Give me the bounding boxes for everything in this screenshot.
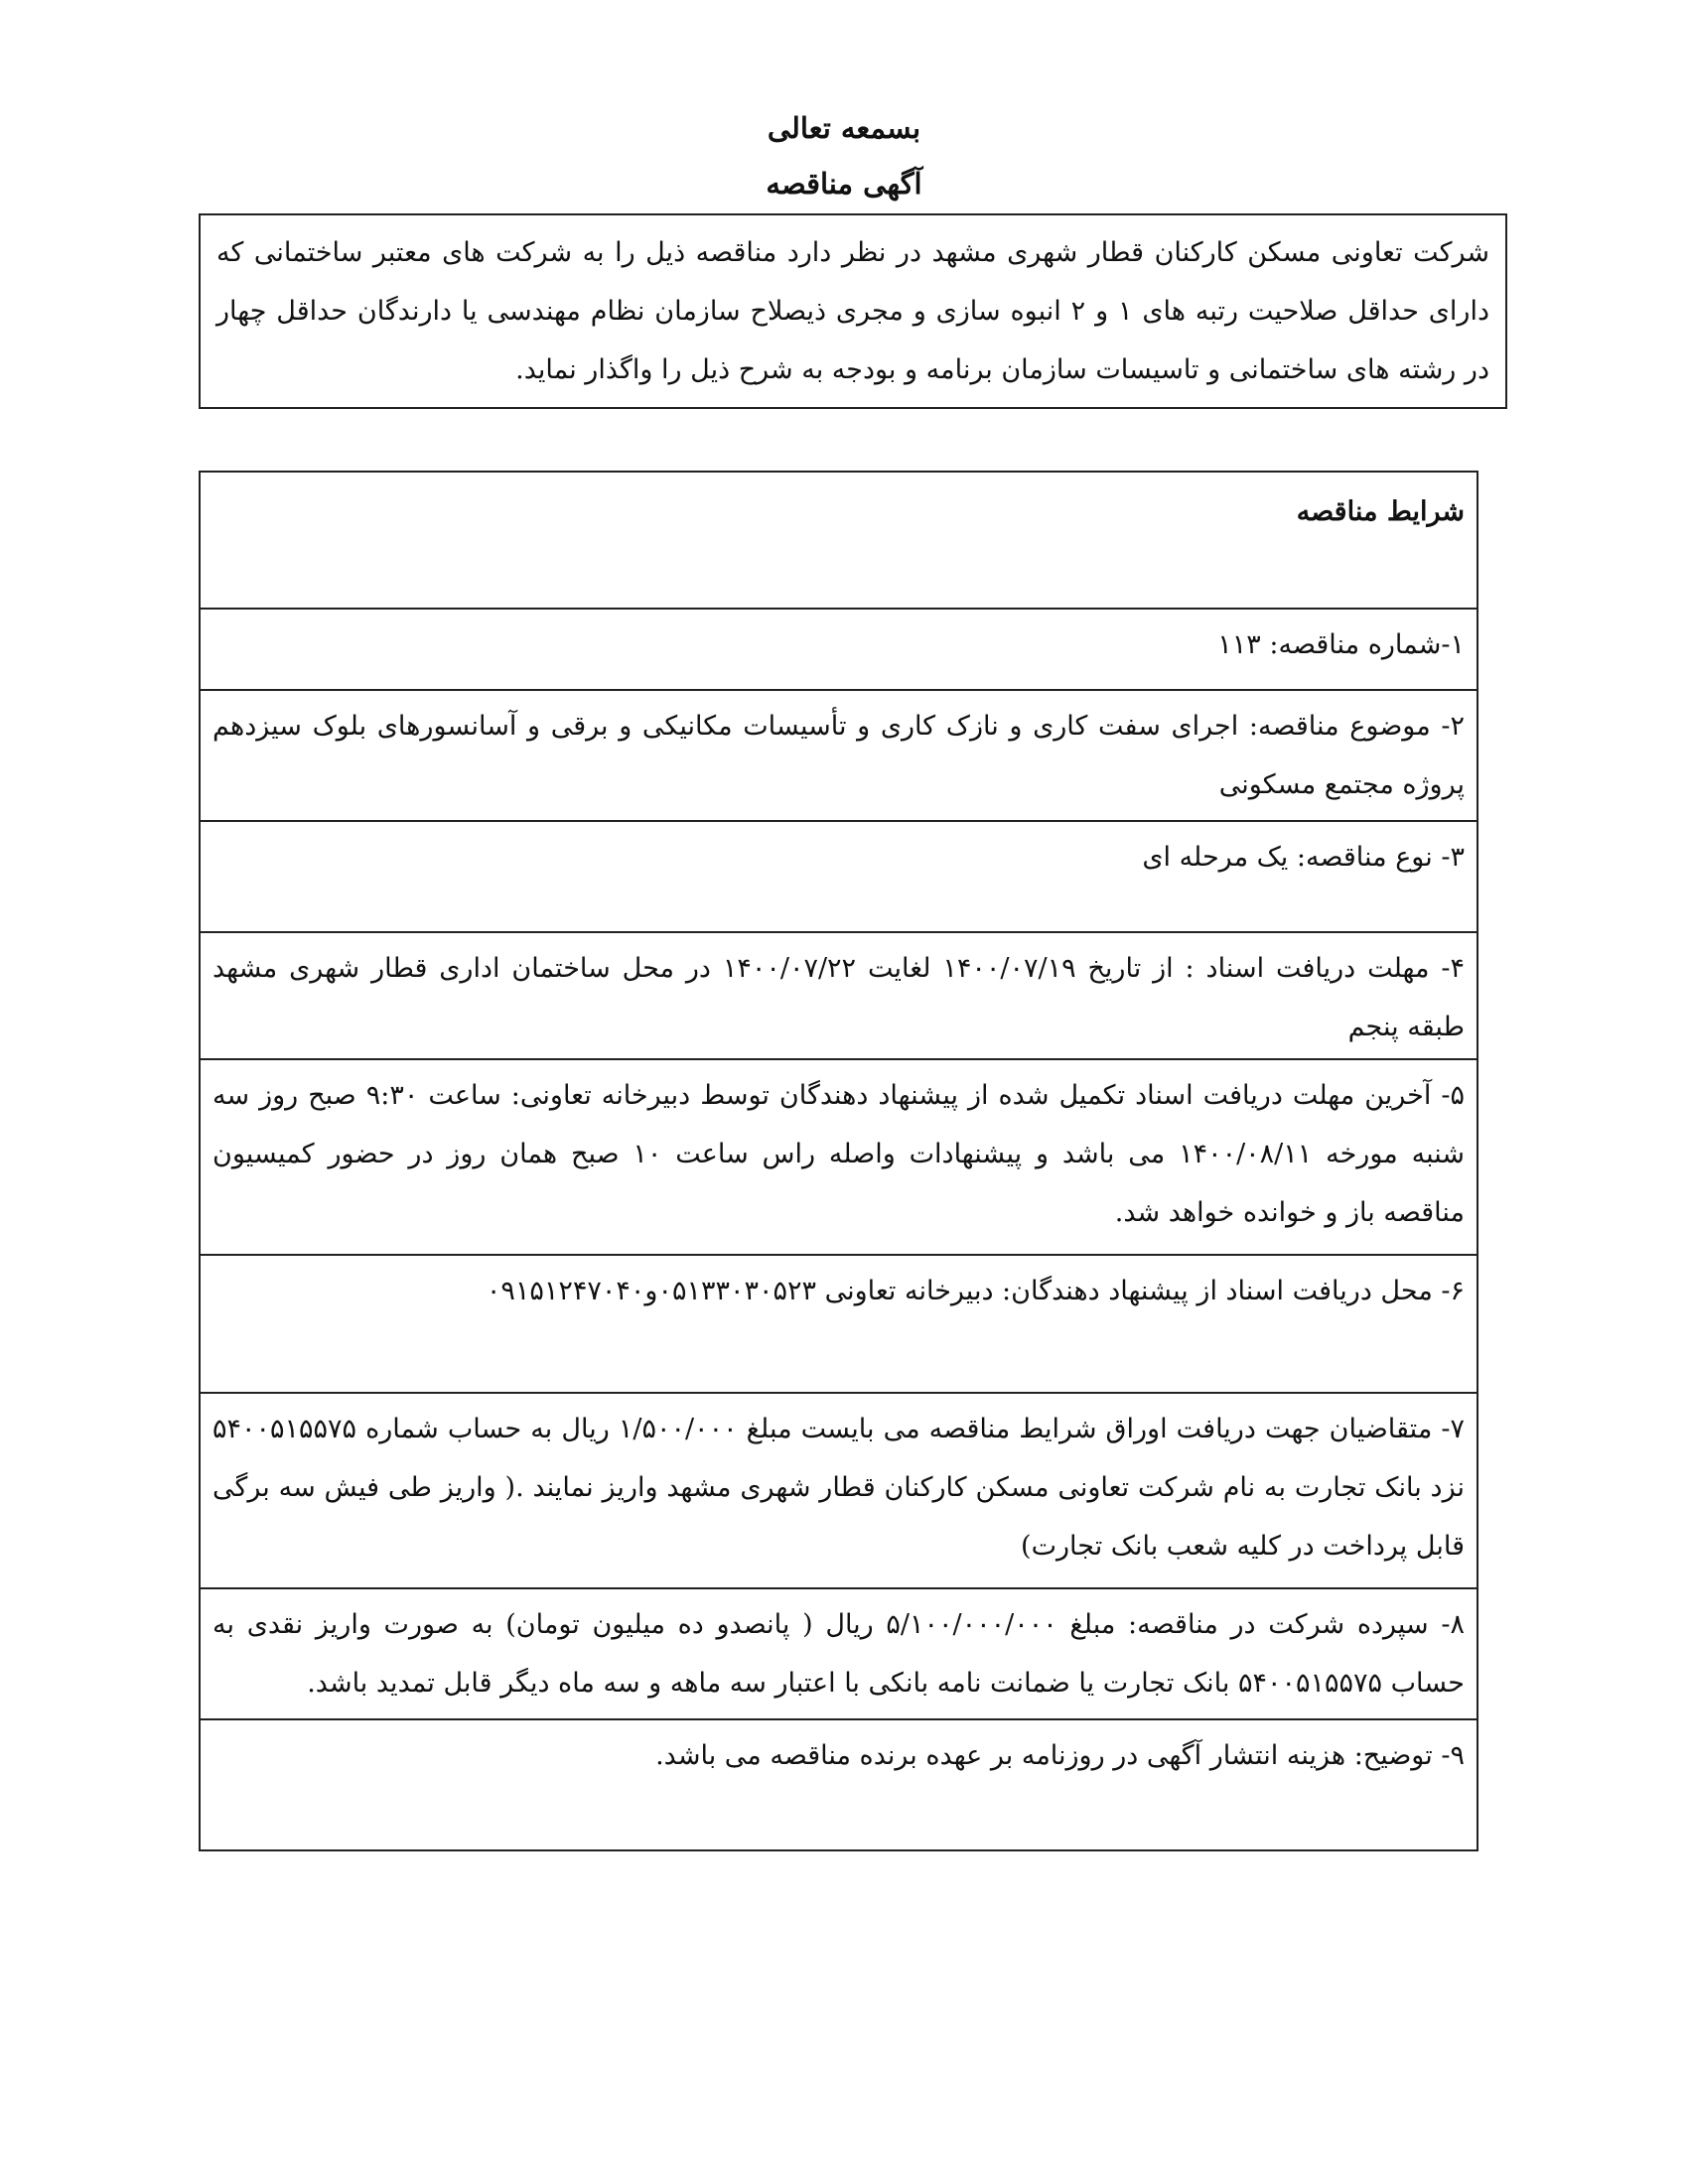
condition-row-note: ۹- توضیح: هزینه انتشار آگهی در روزنامه بر عهده برنده مناقصه می باشد. xyxy=(655,1740,1465,1771)
condition-row-submission-deadline: ۵- آخرین مهلت دریافت اسناد تکمیل شده از پیشنهاد دهندگان توسط دبیرخانه تعاونی: ساعت ۹:۳۰ صبح روز سه شنبه مورخه ۱۴۰۰/۰۸/۱۱ می باشد و پیشنهادات واصله راس ساعت ۱۰ صبح همان روز در حضور کمیسیون مناقصه باز و خوانده خواهد شد. xyxy=(201,1060,1477,1256)
intro-paragraph: شرکت تعاونی مسکن کارکنان قطار شهری مشهد در نظر دارد مناقصه ذیل را به شرکت های معتبر ساختمانی که دارای حداقل صلاحیت رتبه های ۱ و ۲ انبوه سازی و مجری ذیصلاح سازمان نظام مهندسی یا دارندگان حداقل چهار در رشته های ساختمانی و تاسیسات سازمان برنامه و بودجه به شرح ذیل را واگذار نماید. xyxy=(199,213,1507,409)
page-title: آگهی مناقصه xyxy=(766,167,922,201)
conditions-title: شرایط مناقصه xyxy=(201,473,1477,610)
condition-row-type: ۳- نوع مناقصه: یک مرحله ای xyxy=(201,822,1477,933)
condition-row-submission-place: ۶- محل دریافت اسناد از پیشنهاد دهندگان: دبیرخانه تعاونی ۰۵۱۳۳۰۳۰۵۲۳و۰۹۱۵۱۲۴۷۰۴۰ xyxy=(201,1256,1477,1394)
condition-row-document-fee: ۷- متقاضیان جهت دریافت اوراق شرایط مناقصه می بایست مبلغ ۱/۵۰۰/۰۰۰ ریال به حساب شماره ۵۴۰۰۵۱۵۵۷۵ نزد بانک تجارت به نام شرکت تعاونی مسکن کارکنان قطار شهری مشهد واریز نمایند .( واریز طی فیش سه برگی قابل پرداخت در کلیه شعب بانک تجارت) xyxy=(201,1394,1477,1589)
condition-row-document-deadline: ۴- مهلت دریافت اسناد : از تاریخ ۱۴۰۰/۰۷/۱۹ لغایت ۱۴۰۰/۰۷/۲۲ در محل ساختمان اداری قطار شهری مشهد طبقه پنجم xyxy=(201,933,1477,1060)
basmala-heading: بسمعه تعالی xyxy=(767,111,921,145)
conditions-table xyxy=(199,471,1478,1851)
condition-row-subject: ۲- موضوع مناقصه: اجرای سفت کاری و نازک کاری و تأسیسات مکانیکی و برقی و آسانسورهای بلوک سیزدهم پروژه مجتمع مسکونی xyxy=(201,691,1477,822)
condition-row-deposit: ۸- سپرده شرکت در مناقصه: مبلغ ۵/۱۰۰/۰۰۰/۰۰۰ ریال ( پانصدو ده میلیون تومان) به صورت واریز نقدی به حساب ۵۴۰۰۵۱۵۵۷۵ بانک تجارت یا ضمانت نامه بانکی با اعتبار سه ماهه و سه ماه دیگر قابل تمدید باشد. xyxy=(201,1589,1477,1720)
condition-row-tender-number: ۱-شماره مناقصه: ۱۱۳ xyxy=(201,610,1477,691)
